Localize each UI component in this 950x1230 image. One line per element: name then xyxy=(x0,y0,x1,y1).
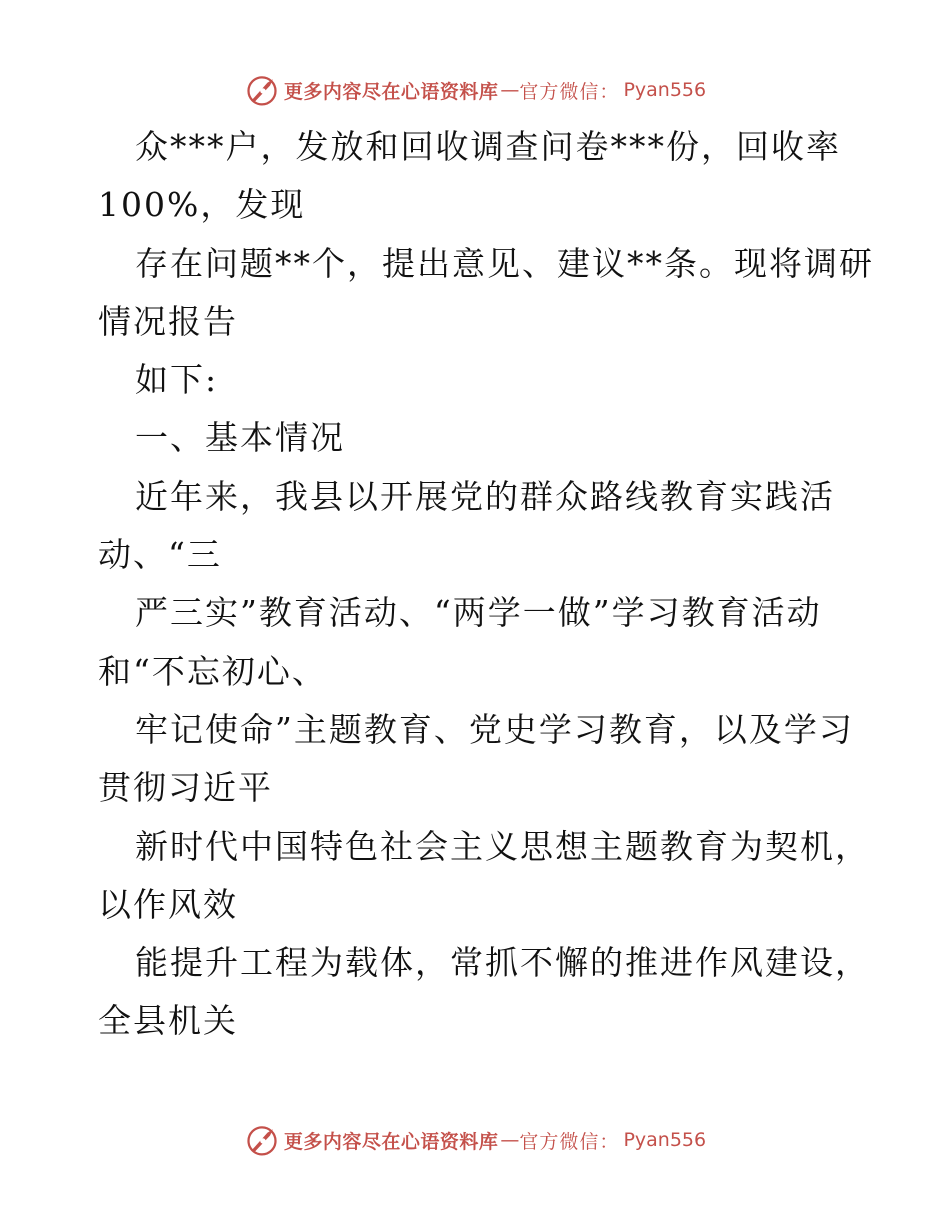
pen-nib-icon xyxy=(244,72,280,108)
document-line: 牢记使命”主题教育、党史学习教育，以及学习 xyxy=(135,709,854,749)
document-line: 如下: xyxy=(135,360,219,400)
document-line: 近年来，我县以开展党的群众路线教育实践活 xyxy=(135,476,835,516)
watermark-account: Pyan556 xyxy=(623,1129,707,1151)
watermark-official-label: 官方微信： xyxy=(519,80,620,103)
watermark-separator: — xyxy=(500,1129,518,1151)
watermark-brand: 更多内容尽在心语资料库 xyxy=(283,1130,499,1153)
footer-watermark xyxy=(0,1120,950,1160)
pen-nib-icon xyxy=(244,1122,280,1158)
document-line: 存在问题**个，提出意见、建议**条。现将调研 xyxy=(135,243,874,283)
header-watermark xyxy=(0,70,950,110)
document-line: 情况报告 xyxy=(98,301,238,341)
document-line: 以作风效 xyxy=(98,884,238,924)
document-line: 100%，发现 xyxy=(98,185,306,225)
document-line: 全县机关 xyxy=(98,1001,238,1041)
document-line: 能提升工程为载体，常抓不懈的推进作风建设， xyxy=(135,943,870,983)
document-line: 众***户，发放和回收调查问卷***份，回收率 xyxy=(135,127,841,166)
watermark-separator: — xyxy=(500,79,518,101)
document-body xyxy=(98,118,874,1051)
watermark-official-label: 官方微信： xyxy=(519,1130,620,1153)
watermark-account: Pyan556 xyxy=(623,79,707,101)
document-line: 一、基本情况 xyxy=(135,418,345,458)
document-line: 贯彻习近平 xyxy=(98,768,273,808)
document-line: 动、“三 xyxy=(98,535,222,575)
watermark-brand: 更多内容尽在心语资料库 xyxy=(283,80,499,103)
document-line: 和“不忘初心、 xyxy=(98,651,327,691)
document-line: 新时代中国特色社会主义思想主题教育为契机， xyxy=(135,826,870,866)
document-line: 严三实”教育活动、“两学一做”学习教育活动 xyxy=(135,593,822,633)
